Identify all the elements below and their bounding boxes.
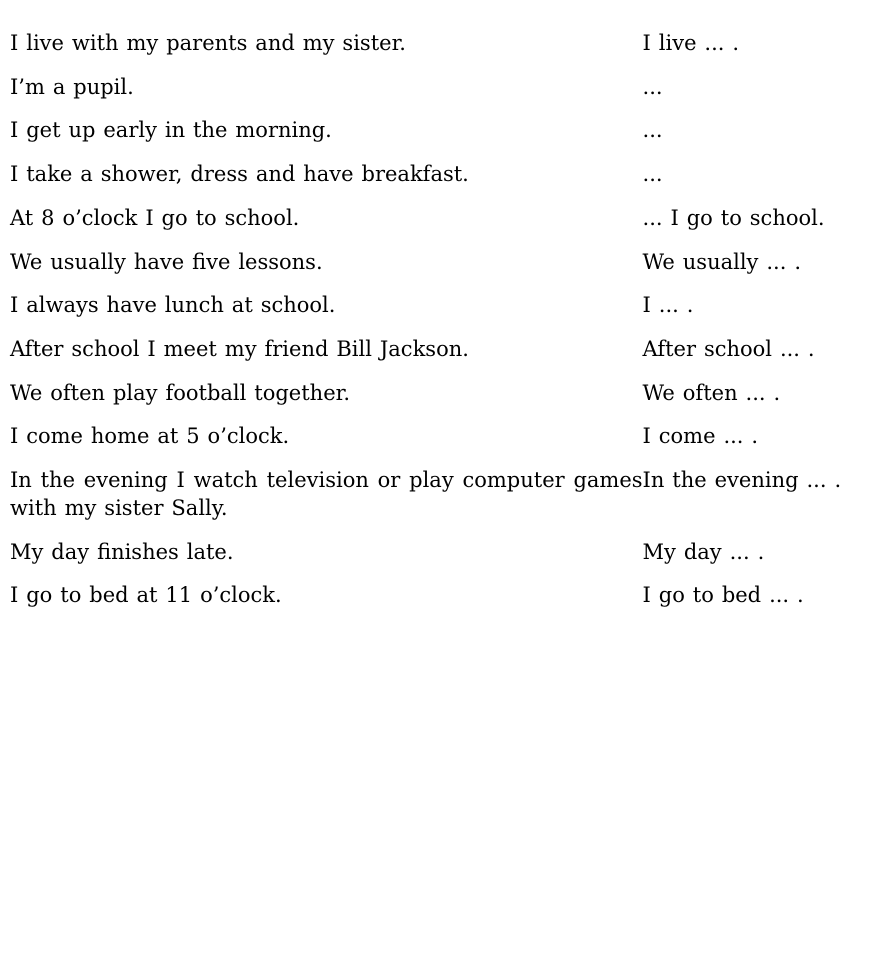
table-row — [10, 161, 867, 205]
model-sentence-text: I’m a pupil. — [10, 74, 134, 99]
table-row — [10, 292, 867, 336]
model-sentence-cell — [10, 117, 643, 161]
model-sentence-text: I always have lunch at school. — [10, 293, 336, 318]
model-sentence-text: I take a shower, dress and have breakfast. — [10, 162, 469, 187]
prompt-fragment-cell — [643, 117, 867, 161]
prompt-fragment-text: I go to bed ... . — [642, 583, 804, 608]
exercise-table-body — [10, 30, 867, 626]
model-sentence-text: After school I meet my friend Bill Jackson. — [10, 337, 469, 362]
prompt-fragment-text: ... — [642, 162, 663, 187]
table-row — [10, 249, 867, 293]
model-sentence-cell — [10, 336, 643, 380]
table-row — [10, 74, 867, 118]
model-sentence-text: I live with my parents and my sister. — [10, 31, 406, 55]
table-row — [10, 467, 867, 538]
prompt-fragment-text: We usually ... . — [642, 249, 801, 274]
prompt-fragment-text: We often ... . — [642, 380, 781, 405]
model-sentence-cell — [10, 380, 643, 424]
prompt-fragment-text: ... I go to school. — [642, 205, 825, 230]
model-sentence-text: We usually have five lessons. — [10, 249, 323, 274]
prompt-fragment-cell — [643, 467, 867, 538]
model-sentence-cell — [10, 30, 643, 74]
model-sentence-text: At 8 o’clock I go to school. — [10, 205, 300, 230]
prompt-fragment-cell — [643, 161, 867, 205]
prompt-fragment-cell — [643, 539, 867, 583]
prompt-fragment-cell — [643, 380, 867, 424]
prompt-fragment-cell — [643, 249, 867, 293]
prompt-fragment-text: I come ... . — [642, 424, 759, 449]
model-sentence-cell — [10, 539, 643, 583]
prompt-fragment-cell — [643, 423, 867, 467]
model-sentence-text: We often play football together. — [10, 380, 351, 405]
model-sentence-cell — [10, 161, 643, 205]
model-sentence-cell — [10, 423, 643, 467]
model-sentence-text: I get up early in the morning. — [10, 118, 332, 143]
prompt-fragment-text: ... — [642, 118, 663, 143]
prompt-fragment-text: I ... . — [642, 293, 694, 318]
prompt-fragment-text: ... — [642, 74, 663, 99]
table-row — [10, 539, 867, 583]
prompt-fragment-cell — [643, 582, 867, 626]
table-row — [10, 582, 867, 626]
prompt-fragment-text: My day ... . — [642, 539, 765, 564]
model-sentence-text: I go to bed at 11 o’clock. — [10, 583, 282, 608]
model-sentence-cell — [10, 292, 643, 336]
model-sentence-cell — [10, 74, 643, 118]
prompt-fragment-cell — [643, 74, 867, 118]
model-sentence-cell — [10, 249, 643, 293]
table-row — [10, 336, 867, 380]
prompt-fragment-text: In the evening ... . — [642, 468, 842, 493]
model-sentence-text: In the evening I watch television or play computer games with my sister Sally. — [10, 468, 643, 520]
table-row — [10, 117, 867, 161]
prompt-fragment-text: After school ... . — [642, 337, 815, 362]
prompt-fragment-cell — [643, 292, 867, 336]
model-sentence-cell — [10, 205, 643, 249]
model-sentence-text: I come home at 5 o’clock. — [10, 424, 290, 449]
model-sentence-cell — [10, 467, 643, 538]
table-row — [10, 380, 867, 424]
prompt-fragment-cell — [643, 336, 867, 380]
exercise-table — [10, 30, 867, 626]
table-row — [10, 423, 867, 467]
table-row — [10, 205, 867, 249]
table-row — [10, 30, 867, 74]
prompt-fragment-cell — [643, 205, 867, 249]
model-sentence-text: My day finishes late. — [10, 539, 234, 564]
prompt-fragment-text: I live ... . — [642, 31, 740, 55]
prompt-fragment-cell — [643, 30, 867, 74]
model-sentence-cell — [10, 582, 643, 626]
